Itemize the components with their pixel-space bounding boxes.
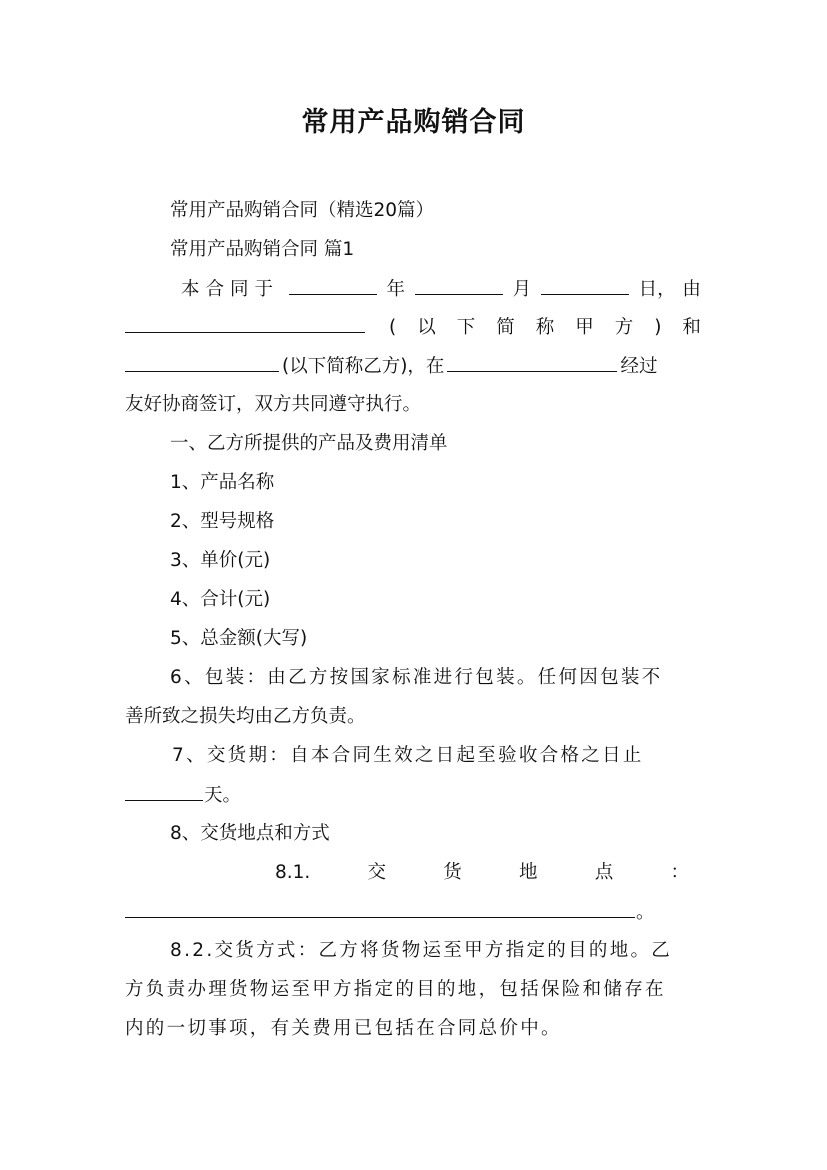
intro-line-4: 友好协商签订，双方共同遵守执行。 xyxy=(125,394,422,415)
clause-8-1-line-2 xyxy=(125,899,701,926)
clause-8-2-line-1: 8.2.交货方式：乙方将货物运至甲方指定的目的地。乙 xyxy=(170,940,673,961)
document-subtitle: 常用产品购销合同（精选20篇） xyxy=(170,200,435,221)
party-a-word: 以 xyxy=(417,317,436,338)
by-label: 由 xyxy=(682,279,701,300)
party-b-blank xyxy=(125,353,279,372)
clause-8-2-line-3: 内的一切事项，有关费用已包括在合同总价中。 xyxy=(125,1018,562,1039)
item-unit-price: 3、单价(元) xyxy=(170,550,271,571)
clause-8-1-word: 交 xyxy=(367,862,387,883)
party-b-label: (以下简称乙方)，在 xyxy=(282,356,445,377)
clause-8-1-line-1 xyxy=(275,860,689,886)
section-heading: 常用产品购销合同 篇1 xyxy=(170,239,355,260)
year-label: 年 xyxy=(386,279,406,300)
party-a-word: 称 xyxy=(535,317,555,338)
year-blank xyxy=(289,276,377,295)
day-label: 日， xyxy=(638,279,676,300)
intro-line-2 xyxy=(125,314,701,341)
paren-open: ( xyxy=(388,317,397,338)
item-model-spec: 2、型号规格 xyxy=(170,511,275,532)
document-title: 常用产品购销合同 xyxy=(301,107,526,138)
paren-close: ) xyxy=(654,317,662,338)
intro-line-3 xyxy=(125,353,701,380)
party-a-word: 下 xyxy=(456,317,476,338)
clause-7-line-2 xyxy=(125,782,701,809)
party-a-word: 甲 xyxy=(575,317,594,338)
month-blank xyxy=(415,276,503,295)
clause-8-1-word: 货 xyxy=(443,862,462,883)
place-blank xyxy=(447,353,617,372)
clause-7-line-1: 7、交货期：自本合同生效之日起至验收合格之日止 xyxy=(172,745,644,766)
party-a-blank xyxy=(125,314,365,333)
and-label: 和 xyxy=(682,317,701,338)
period-label: 。 xyxy=(636,902,655,923)
clause-8: 8、交货地点和方式 xyxy=(170,823,330,844)
clause-8-1-number: 8.1. xyxy=(275,862,311,883)
delivery-place-blank xyxy=(125,899,635,918)
clause-8-1-word: 点 xyxy=(594,862,614,883)
clause-8-1-colon: ： xyxy=(670,862,689,883)
clause-8-2-line-2: 方负责办理货物运至甲方指定的目的地，包括保险和储存在 xyxy=(125,979,666,1000)
intro-line-1 xyxy=(181,276,701,303)
item-subtotal: 4、合计(元) xyxy=(170,589,271,610)
party-a-word: 简 xyxy=(496,317,515,338)
clause-6-line-2: 善所致之损失均由乙方负责。 xyxy=(125,706,366,727)
item-total-amount: 5、总金额(大写) xyxy=(170,628,308,649)
day-blank xyxy=(541,276,629,295)
clause-1: 一、乙方所提供的产品及费用清单 xyxy=(170,433,448,454)
clause-6-line-1: 6、包装：由乙方按国家标准进行包装。任何因包装不 xyxy=(170,667,663,688)
item-product-name: 1、产品名称 xyxy=(170,472,275,493)
month-label: 月 xyxy=(512,279,532,300)
intro-prefix: 本合同于 xyxy=(181,279,280,300)
party-a-word: 方 xyxy=(614,317,634,338)
clause-8-1-word: 地 xyxy=(519,862,538,883)
days-label: 天。 xyxy=(204,785,242,806)
delivery-days-blank xyxy=(125,782,203,801)
pass-label: 经过 xyxy=(620,356,658,377)
